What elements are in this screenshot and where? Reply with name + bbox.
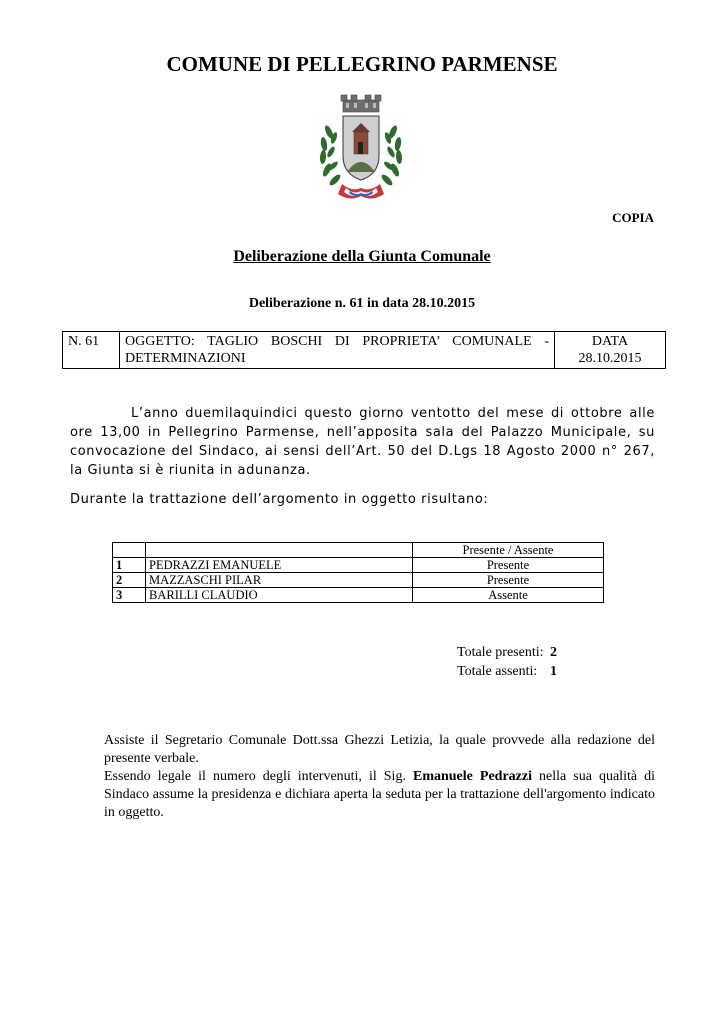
member-name: PEDRAZZI EMANUELE [146,558,413,573]
table-row [113,588,604,603]
absent-label: Totale assenti: [457,664,538,679]
subject-table [62,331,666,369]
table-row [113,558,604,573]
subject-number: N. 61 [63,332,120,369]
present-value: 2 [550,645,557,660]
totals-present-row [457,643,557,662]
status-header: Presente / Assente [413,543,604,558]
row-index: 2 [113,573,146,588]
totals-absent-row [457,662,557,681]
header-blank-name [146,543,413,558]
date-value: 28.10.2015 [578,351,642,366]
intro-text: L’anno duemilaquindici questo giorno ventotto del mese di ottobre alle ore 13,00 in Pellegrino Parmense, nell’apposita sala del Palazzo Municipale, su convocazione del Sindaco, ai sensi dell’Art. 50 del D.Lgs 18 Agosto 2000 n° 267, la Giunta si è riunita in adunanza. [70,406,655,478]
copy-label: COPIA [612,210,654,225]
deliberation-reference: Deliberazione n. 61 in data 28.10.2015 [248,296,476,311]
member-status: Assente [413,588,604,603]
deliberation-heading: Deliberazione della Giunta Comunale [233,248,491,265]
header-blank-idx [113,543,146,558]
attendance-table [112,542,604,603]
subject-line-1: OGGETTO: TAGLIO BOSCHI DI PROPRIETA’ COMUNALE - [125,334,549,349]
member-name: MAZZASCHI PILAR [146,573,413,588]
row-index: 3 [113,588,146,603]
mayor-text-before: Essendo legale il numero degli intervenuti, il Sig. [104,769,413,784]
mayor-name: Emanuele Pedrazzi [412,769,532,784]
coat-of-arms-icon [312,92,410,210]
member-name: BARILLI CLAUDIO [146,588,413,603]
present-label: Totale presenti: [457,645,544,660]
intro-paragraph [70,404,655,480]
absent-value: 1 [550,664,557,679]
subject-text [120,332,555,369]
date-label: DATA [591,334,629,349]
durante-text: Durante la trattazione dell’argomento in oggetto risultano: [70,492,489,507]
subject-line-2: DETERMINAZIONI [125,351,246,366]
subject-row [63,332,666,369]
member-status: Presente [413,573,604,588]
member-status: Presente [413,558,604,573]
attendance-header-row [113,543,604,558]
mayor-paragraph [104,768,655,822]
totals-block [457,643,557,681]
mayor-text-after: nella sua qualità di Sindaco assume la presidenza e dichiara aperta la seduta per la trattazione dell'argomento indicato in oggetto. [104,769,655,820]
subject-date [555,332,666,369]
municipality-title: COMUNE DI PELLEGRINO PARMENSE [166,52,558,76]
table-row [113,573,604,588]
closing-section [104,732,655,822]
row-index: 1 [113,558,146,573]
secretary-paragraph: Assiste il Segretario Comunale Dott.ssa Ghezzi Letizia, la quale provvede alla redazione del presente verbale. [104,733,655,766]
